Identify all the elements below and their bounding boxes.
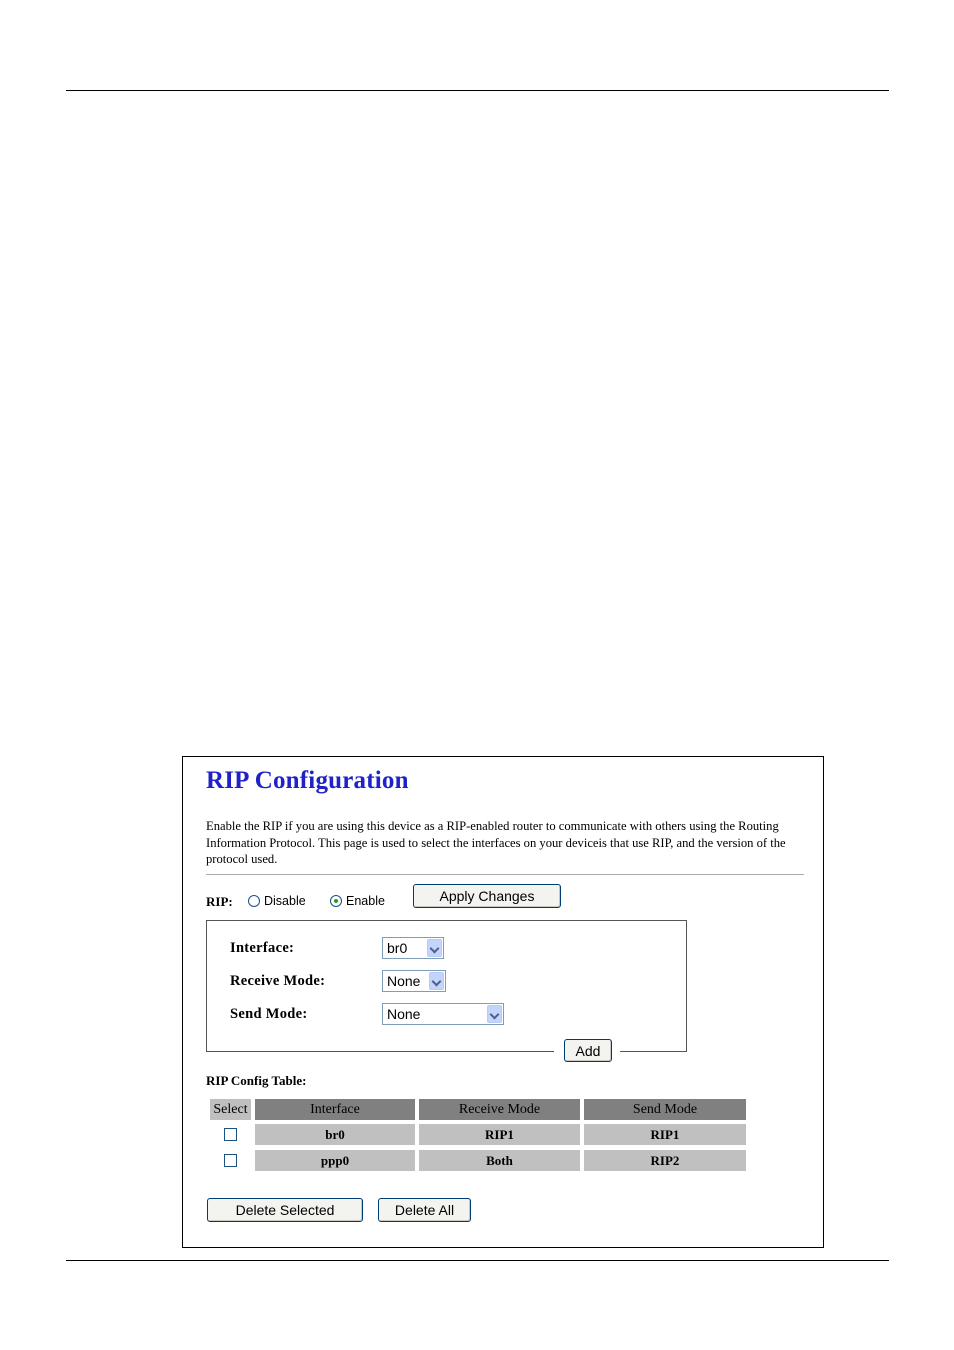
header-rule [66,90,889,91]
footer-rule [66,1260,889,1261]
receive-mode-select-value: None [387,973,421,989]
send-mode-label: Send Mode: [230,1006,308,1022]
chevron-down-icon [487,1005,502,1023]
col-header-send-mode: Send Mode [584,1099,746,1120]
interface-label: Interface: [230,940,295,956]
chevron-down-icon [427,939,442,957]
col-header-interface: Interface [255,1099,415,1120]
row-receive-mode: RIP1 [419,1124,580,1145]
interface-select[interactable] [382,937,444,959]
add-button[interactable]: Add [564,1039,612,1062]
rip-config-table-title: RIP Config Table: [206,1073,307,1088]
rip-config-panel [182,756,824,1248]
receive-mode-row [230,970,530,994]
rip-disable-radio[interactable] [248,895,260,907]
delete-selected-button[interactable]: Delete Selected [207,1198,363,1222]
row-receive-mode: Both [419,1150,580,1171]
page-title: RIP Configuration [206,767,409,794]
rip-enable-label: Enable [346,894,385,908]
row-interface: br0 [255,1124,415,1145]
page-description: Enable the RIP if you are using this device as a RIP-enabled router to communicate with others using the Routing Information Protocol. This page is used to select the interfaces on your deviceis that use RIP, and the version of the protocol used. [206,819,786,866]
interface-select-value: br0 [387,940,408,956]
send-mode-row [230,1003,530,1027]
rip-label: RIP: [206,894,233,909]
divider [206,874,804,875]
apply-changes-button[interactable]: Apply Changes [413,884,561,908]
interface-row [230,937,530,961]
rip-interface-form [206,920,687,1052]
rip-enable-radio[interactable] [330,895,342,907]
col-header-receive-mode: Receive Mode [419,1099,580,1120]
col-header-select: Select [210,1099,251,1120]
row-send-mode: RIP1 [584,1124,746,1145]
rip-disable-label: Disable [264,894,306,908]
row-interface: ppp0 [255,1150,415,1171]
send-mode-select-value: None [387,1006,421,1022]
row-send-mode: RIP2 [584,1150,746,1171]
receive-mode-label: Receive Mode: [230,973,326,989]
row-select-checkbox[interactable] [224,1154,237,1167]
receive-mode-select[interactable] [382,970,446,992]
send-mode-select[interactable] [382,1003,504,1025]
chevron-down-icon [429,972,444,990]
delete-all-button[interactable]: Delete All [378,1198,471,1222]
row-select-checkbox[interactable] [224,1128,237,1141]
